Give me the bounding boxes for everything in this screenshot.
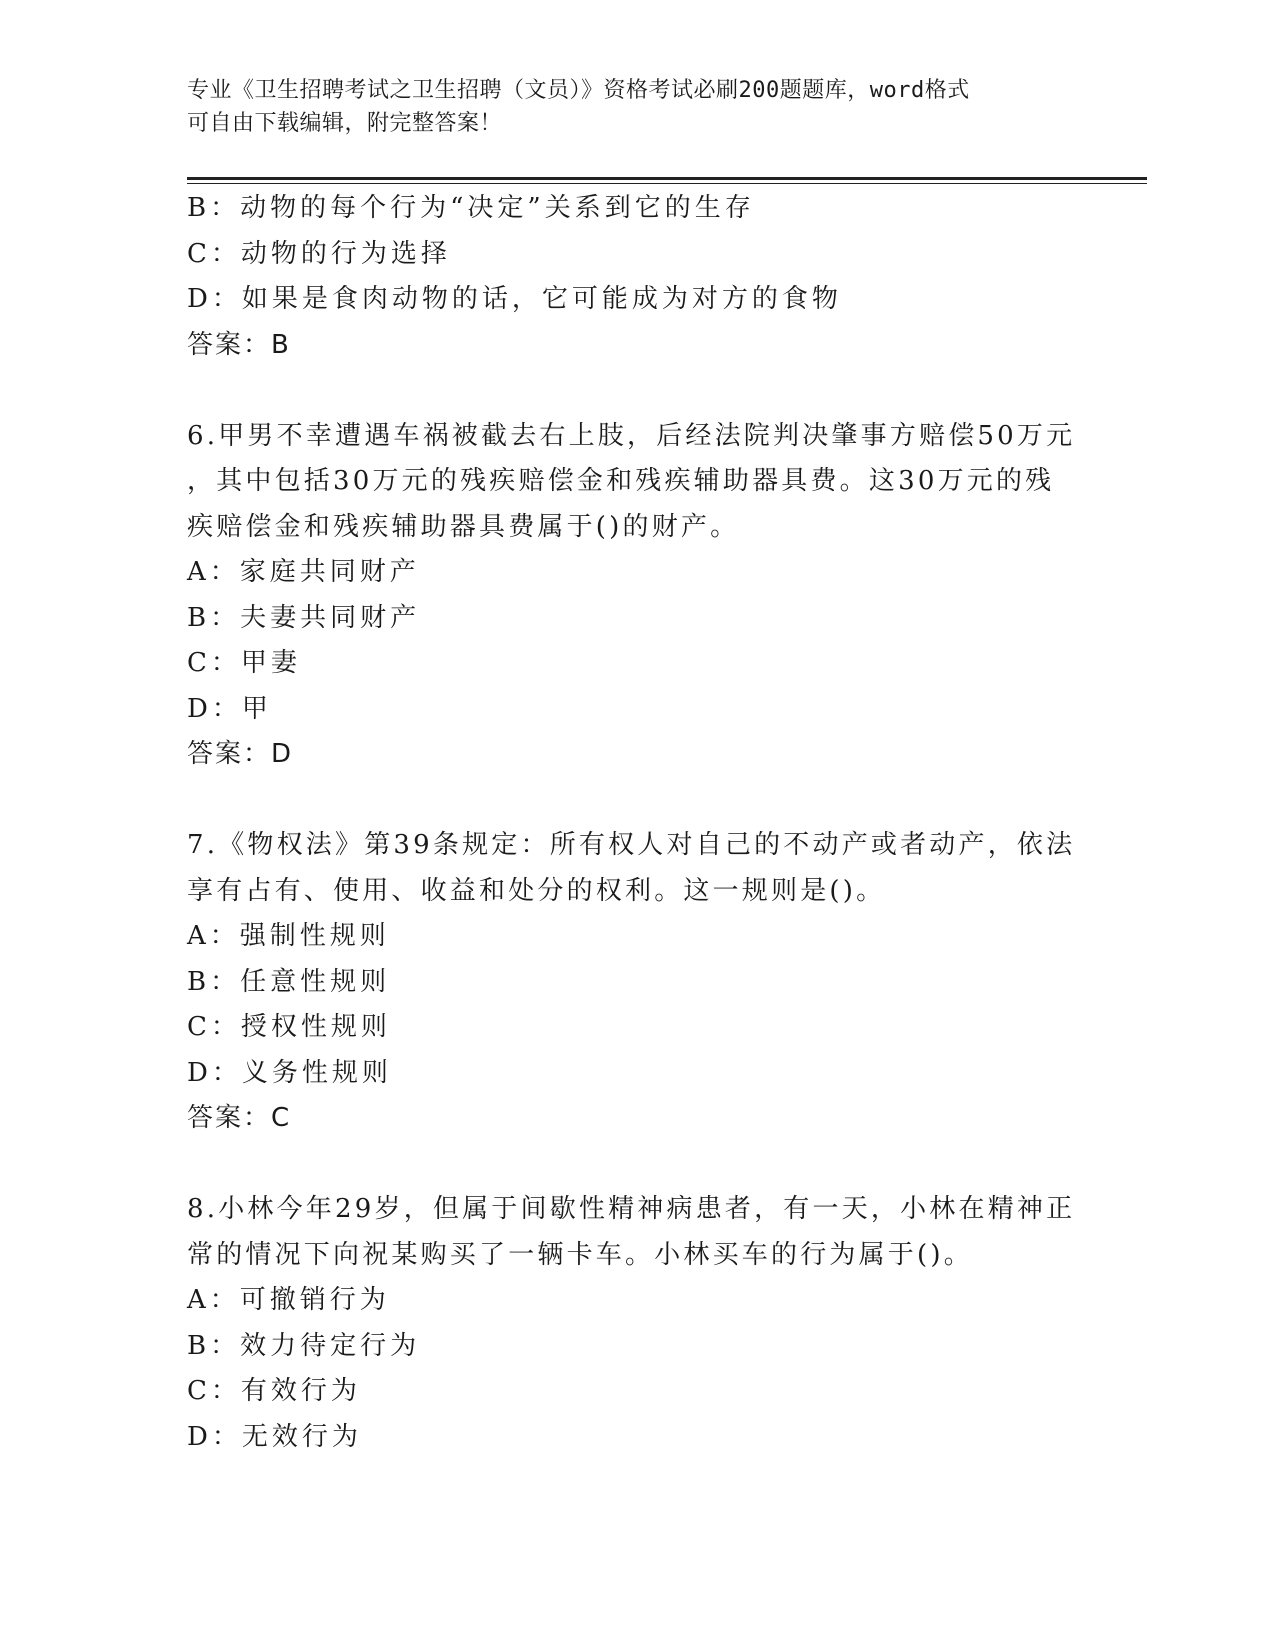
question-stem-line: 6.甲男不幸遭遇车祸被截去右上肢，后经法院判决肇事方赔偿50万元 [187, 420, 1076, 451]
answer-line: 答案：B [187, 329, 291, 360]
question-stem-line: 享有占有、使用、收益和处分的权利。这一规则是()。 [187, 875, 886, 906]
option-a: A：可撤销行为 [187, 1285, 390, 1315]
question-stem-line: 8.小林今年29岁，但属于间歇性精神病患者，有一天，小林在精神正 [187, 1194, 1076, 1224]
option-b: B：效力待定行为 [187, 1330, 421, 1361]
option-c: C：授权性规则 [187, 1012, 391, 1042]
header-line-1: 专业《卫生招聘考试之卫生招聘（文员）》资格考试必刷200题题库，word格式 [187, 78, 970, 103]
question-7 [187, 823, 1077, 1142]
option-a: A：强制性规则 [187, 921, 390, 951]
question-8 [187, 1187, 1077, 1460]
question-5-tail [187, 186, 1077, 368]
option-c: C：有效行为 [187, 1376, 361, 1406]
question-stem-line: 常的情况下向祝某购买了一辆卡车。小林买车的行为属于()。 [187, 1239, 973, 1270]
answer-line: 答案：C [187, 1103, 292, 1133]
question-stem-line: 7.《物权法》第39条规定：所有权人对自己的不动产或者动产，依法 [187, 830, 1076, 860]
option-d: D：义务性规则 [187, 1057, 392, 1088]
question-content [187, 186, 1077, 1460]
answer-line: 答案：D [187, 739, 294, 769]
option-d: D：如果是食肉动物的话，它可能成为对方的食物 [187, 284, 842, 314]
option-b: B：动物的每个行为“决定”关系到它的生存 [187, 193, 755, 223]
option-d: D：甲 [187, 693, 272, 724]
header-divider-thick [187, 177, 1147, 180]
option-d: D：无效行为 [187, 1421, 362, 1452]
spacer [187, 1142, 1077, 1188]
question-stem-line: 疾赔偿金和残疾辅助器具费属于()的财产。 [187, 511, 740, 542]
option-c: C：动物的行为选择 [187, 238, 451, 269]
header-divider-thin [187, 183, 1147, 184]
document-header [187, 74, 1087, 140]
option-c: C：甲妻 [187, 648, 301, 678]
spacer [187, 368, 1077, 414]
option-a: A：家庭共同财产 [187, 557, 420, 587]
option-b: B：任意性规则 [187, 966, 391, 997]
spacer [187, 778, 1077, 824]
option-b: B：夫妻共同财产 [187, 602, 421, 633]
question-stem-line: ，其中包括30万元的残疾赔偿金和残疾辅助器具费。这30万元的残 [187, 466, 1055, 496]
header-line-2: 可自由下载编辑，附完整答案！ [187, 111, 503, 136]
question-6 [187, 414, 1077, 778]
